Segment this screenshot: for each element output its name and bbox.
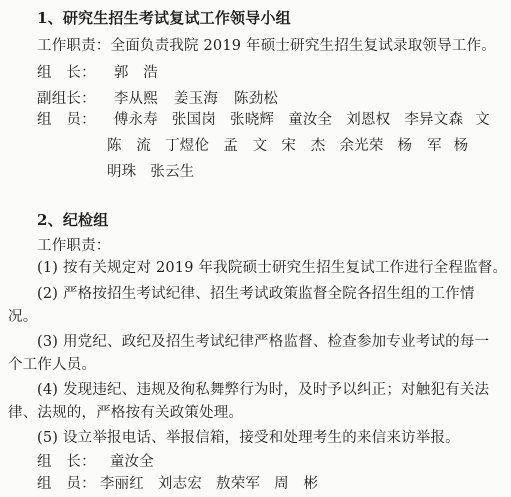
section2-member: 周 彬: [274, 476, 319, 492]
section1-member: 刘恩权: [346, 112, 391, 128]
section1-deputy-label: 副组长：: [37, 91, 96, 107]
section1-deputy-name: 姜玉海: [173, 91, 219, 107]
section1-duty-text: 全面负责我院 2019 年硕士研究生招生复试录取领导工作。: [110, 38, 496, 54]
section2-member: 李丽红: [99, 476, 144, 492]
section1-duty: [37, 36, 496, 56]
section2-item-3-cont: 个工作人员。: [8, 357, 97, 373]
section1-leader-label: 组 长：: [37, 65, 96, 81]
section2-member: 刘志宏: [157, 476, 203, 492]
section1-member: 陈 流: [107, 138, 152, 154]
section1-leader-name: 郭 浩: [113, 65, 158, 81]
section1-member: 宋 杰: [281, 138, 326, 154]
section1-deputy-name: 陈劲松: [234, 91, 279, 107]
section1-members-row2: [107, 136, 468, 156]
section2-leader-name: 童汝全: [109, 454, 154, 470]
section1-members-label: 组 员：: [37, 112, 96, 128]
section1-member: 孟 文: [223, 138, 268, 154]
section1-members-row3: [107, 162, 195, 182]
section1-member: 杨 军: [397, 138, 442, 154]
section1-members-row1: [37, 110, 490, 130]
section1-member: 李异文森: [404, 112, 464, 128]
section2-item-5: (5) 设立举报电话、举报信箱，接受和处理考生的来信来访举报。: [37, 430, 460, 446]
section2-item-2-cont: 况。: [8, 309, 38, 325]
section2-member: 敖荣军: [216, 476, 261, 492]
section2-item-2: (2) 严格按招生考试纪律、招生考试政策监督全院各招生组的工作情: [37, 286, 475, 302]
section1-member: 明珠: [107, 164, 137, 180]
section1-member: 张国岗: [171, 112, 217, 128]
section1-deputy-row: [37, 89, 278, 109]
section2-item-4: (4) 发现违纪、违规及徇私舞弊行为时，及时予以纠正；对触犯有关法: [37, 382, 490, 398]
section1-deputy-name: 李从熙: [113, 91, 158, 107]
section2-item-3: (3) 用党纪、政纪及招生考试纪律严格监督、检查参加专业考试的每一: [37, 334, 490, 350]
section2-duty-label: 工作职责：: [37, 238, 111, 254]
section2-members-row: [37, 474, 318, 494]
section1-member: 傅永寿: [113, 112, 158, 128]
section1-member: 余光荣: [339, 138, 384, 154]
section1-title: 1、研究生招生考试复试工作领导小组: [37, 9, 291, 27]
section1-leader-row: [37, 63, 158, 83]
section1-member: 杨: [453, 138, 469, 154]
section2-item-4-cont: 律、法规的，严格按有关政策处理。: [8, 405, 244, 421]
section1-member: 张云生: [150, 164, 195, 180]
section1-member: 丁煜伦: [165, 138, 210, 154]
section1-member: 文: [475, 112, 490, 128]
section2-leader-label: 组 长：: [37, 454, 96, 470]
section1-duty-label: 工作职责：: [37, 38, 111, 54]
section2-leader-row: [37, 452, 154, 472]
section1-member: 童汝全: [288, 112, 333, 128]
section2-members-label: 组 员：: [37, 476, 96, 492]
section2-title: 2、纪检组: [37, 211, 109, 229]
section1-member: 张晓辉: [230, 112, 275, 128]
section2-item-1: (1) 按有关规定对 2019 年我院硕士研究生招生复试工作进行全程监督。: [37, 260, 508, 276]
